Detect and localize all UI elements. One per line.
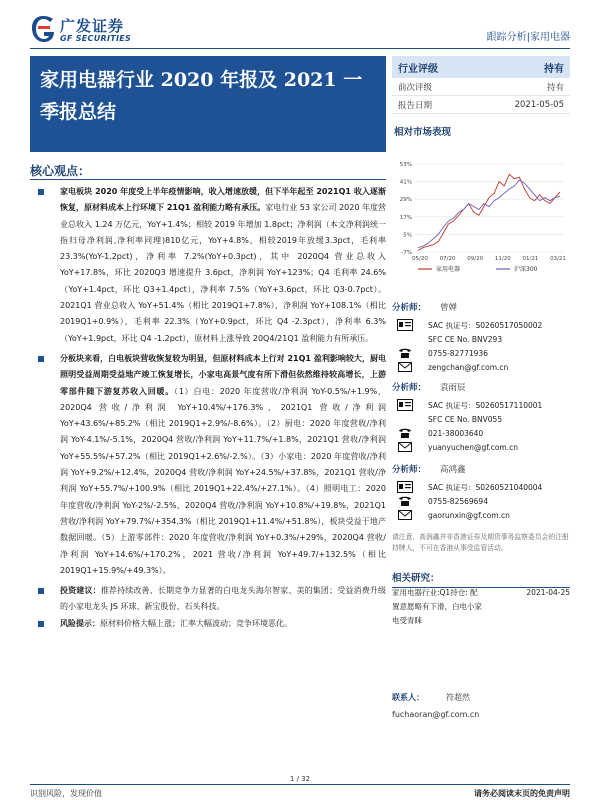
core-p4-text: 原材料价格大幅上涨；汇率大幅波动；竞争环境恶化。 [100, 618, 292, 628]
report-date-row [392, 96, 570, 114]
analyst-phone-row [392, 426, 570, 440]
analyst-header [392, 462, 570, 476]
contact-label: 联系人： [392, 692, 424, 702]
analyst-phone: 021-38003640 [428, 428, 484, 438]
rating-panel [392, 56, 570, 138]
contact-email[interactable]: fuchaoran@gf.com.cn [392, 710, 480, 719]
chart-y-tick-label: 5% [403, 232, 412, 239]
chart-x-tick-label: 03/21 [550, 256, 566, 262]
id-card-icon [396, 481, 414, 493]
chart-series-line-1 [418, 174, 560, 250]
analyst-block-1 [392, 300, 570, 374]
core-p3-text: 推荐持续改善、长期竞争力显著的白电龙头海尔智家、美的集团；受益消费升级的小家电龙头 JS 环球、新宝股份、石头科技。 [60, 586, 387, 612]
chart-x-tick-label: 05/20 [412, 256, 428, 262]
chart-legend-label: 沪深300 [514, 266, 538, 273]
analyst-email[interactable]: gaorunxin@gf.com.cn [428, 510, 510, 520]
gf-logo [30, 14, 140, 48]
chart-y-tick-label: 41% [399, 179, 412, 186]
report-title: 家用电器行业 2020 年报及 2021 一季报总结 [40, 69, 363, 123]
chart-legend-label: 家用电器 [436, 266, 461, 273]
analyst-sac: SAC 执证号：S0260517110001 [428, 400, 543, 410]
analyst-email-row [392, 440, 570, 454]
analyst-label: 分析师： [392, 383, 427, 393]
analyst-phone-row [392, 494, 570, 508]
analyst-sfc-row [392, 412, 570, 426]
analyst-phone: 0755-82569694 [428, 496, 488, 506]
analyst-sac-row [392, 318, 570, 332]
analyst-label: 分析师： [392, 303, 427, 313]
analyst-name: 曾婵 [440, 303, 458, 313]
analyst-email-row [392, 360, 570, 374]
core-paragraph-1 [38, 184, 386, 347]
analyst-sfc: SFC CE No. BNV293 [428, 334, 503, 344]
chart-y-tick-label: 53% [399, 162, 412, 168]
bullet-square-icon [38, 356, 44, 362]
core-p4-lead: 风险提示： [60, 618, 100, 628]
analyst-sac: SAC 执证号：S0260517050002 [428, 320, 543, 330]
prev-rating-row [392, 78, 570, 96]
email-icon [396, 510, 414, 520]
id-card-icon [396, 319, 414, 331]
core-paragraph-4 [38, 616, 386, 632]
logo-english-text: GF SECURITIES [60, 34, 132, 43]
chart-x-tick-label: 09/20 [467, 256, 484, 262]
analyst-block-3 [392, 462, 570, 522]
rating-label: 行业评级 [398, 63, 438, 75]
core-paragraph-3 [38, 583, 386, 616]
analyst-phone: 0755-82771936 [428, 348, 488, 358]
prev-rating-label: 前次评级 [398, 82, 433, 93]
phone-icon [396, 427, 414, 439]
chart-y-tick-label: 29% [399, 197, 412, 204]
report-date-label: 报告日期 [398, 100, 433, 111]
core-views-body [38, 184, 386, 632]
bullet-square-icon [38, 588, 44, 594]
core-p2-lead: 分板块来看，白电板块营收恢复较为明显，但原材料成本上行对 21Q1 盈利影响较大，厨电照明受益周期受益地产竣工恢复增长，小家电高景气度有所下滑但依然维持较高增长，上游零部件随下游复苏收入回暖。 [60, 353, 386, 396]
chart-y-tick-label: 17% [399, 214, 412, 221]
email-icon [396, 442, 414, 452]
report-date-value: 2021-05-05 [514, 99, 564, 110]
analyst-header [392, 300, 570, 314]
analyst-name: 高鸿鑫 [440, 465, 466, 475]
analyst-phone-row [392, 346, 570, 360]
analyst-sfc-row [392, 332, 570, 346]
core-views-heading: 核心观点： [30, 162, 386, 180]
page-header [0, 0, 600, 52]
page-number: 1 / 32 [289, 775, 311, 783]
analyst-sac-row [392, 480, 570, 494]
related-item-line3: 电受青睐 [392, 616, 422, 625]
phone-icon [396, 347, 414, 359]
contact-block [392, 690, 570, 719]
analyst-sac-row [392, 398, 570, 412]
id-card-icon [396, 399, 414, 411]
related-item-title[interactable]: 家用电器行业:Q1持仓: 配 [392, 588, 478, 597]
footer-slogan: 识别风险，发现价值 [30, 789, 102, 798]
footer-divider [30, 784, 570, 785]
analyst-sfc: SFC CE No. BNV055 [428, 414, 503, 424]
core-p1-text: 家电行业 53 家公司 2020 年度营业总收入 1.24 万亿元，YoY+1.4%；相较 2019 年增加 1.8pct；净利润（本文净利润统一指归母净利润,净利率同理)810亿元，YoY+4.8%，相较2019年放缓3.3pct，毛利率 23.3%(YoY-1.2pct)，净利率 7.2%(YoY+0.3pct)，其中 2020Q4 营业总收入 YoY+17.8%，环比 2020Q3 增速提升 3.6pct，净利润 YoY+123%；Q4 毛利率 24.6%（YoY+1.4pct，环比 Q3+1.4pct），净利率 7.5%（YoY+3.6pct，环比 Q3-0.7pct）。2021Q1 营业总收入 YoY+51.4%（相比 2019Q1+7.8%），净利润 YoY+108.1%（相比 2019Q1+0.9%），毛利率 22.3%（YoY+0.9pct，环比 Q4 -2.3pct），净利率 6.3%（YoY+1.9pct，环比 Q4 -1.2pct），原材料上涨导致 20Q4/21Q1 盈利能力有所承压。 [60, 203, 386, 343]
market-performance-label: 相对市场表现 [394, 127, 452, 138]
chart-x-tick-label: 01/21 [522, 256, 539, 262]
analyst-sac: SAC 执证号：S0260521040004 [428, 482, 543, 492]
chart-x-tick-label: 11/20 [494, 256, 511, 262]
analyst-block-2 [392, 380, 570, 454]
analyst-label: 分析师： [392, 465, 427, 475]
performance-chart-svg [392, 158, 570, 278]
core-paragraph-2 [38, 351, 386, 579]
core-p1-lead: 家电板块 2020 年度受上半年疫情影响，收入增速放缓，但下半年起至 2021Q1 收入逐渐恢复，原材料成本上行环境下 21Q1 盈利能力略有承压。 [60, 187, 386, 213]
analyst-email[interactable]: yuanyuchen@gf.com.cn [428, 442, 518, 452]
gf-logo-icon [30, 14, 56, 44]
footer-disclaimer: 请务必阅读末页的免责声明 [474, 789, 570, 798]
report-subtitle: 收入逐渐向好，期待盈利恢复 [171, 125, 380, 144]
related-research-title: 相关研究： [392, 570, 570, 588]
phone-icon [396, 495, 414, 507]
chart-x-tick-label: 07/20 [439, 256, 456, 262]
rating-value: 持有 [544, 63, 564, 75]
chart-series-line-2 [418, 180, 560, 248]
related-item-line2: 置意愿略有下滑，白电小家 [392, 602, 482, 611]
analyst-header [392, 380, 570, 394]
chart-y-tick-label: -7% [401, 250, 412, 256]
hk-license-note: 请注意，高润鑫并非香港证券及期货事务监察委员会的注册持牌人，不可在香港从事受监管活动。 [392, 533, 569, 552]
prev-rating-value: 持有 [546, 82, 564, 93]
header-category: 跟踪分析|家用电器 [486, 32, 570, 43]
analyst-email-row [392, 508, 570, 522]
analyst-name: 袁雨辰 [440, 383, 466, 393]
email-icon [396, 362, 414, 372]
analyst-email[interactable]: zengchan@gf.com.cn [428, 362, 509, 372]
bullet-square-icon [38, 189, 44, 195]
related-item-date: 2021-04-25 [526, 588, 570, 597]
core-p3-lead: 投资建议： [60, 586, 101, 596]
bullet-square-icon [38, 621, 44, 627]
logo-chinese-text: 广发证券 [60, 17, 125, 35]
contact-name: 符超然 [446, 692, 470, 702]
core-p2-text: （1）白电：2020 年度营收/净利润 YoY-0.5%/+1.9%，2020Q4 营收/净利润 YoY+10.4%/+176.3%，2021Q1 营收/净利润 YoY+43.6%/+85.2%（相比 2019Q1+2.9%/-8.6%）。（2）厨电：2020 年度营收/净利润 YoY-4.1%/-5.1%，2020Q4 营收/净利润 YoY+11.7%/+1.8%，2021Q1 营收/净利润 YoY+55.5%/+57.2%（相比 2019Q1+2.6%/-2.%）。（3）小家电：2020 年度营收/净利润 YoY+9.2%/+12.4%，2020Q4 营收/净利润 YoY+24.5%/+37.8%，2021Q1 营收/净利润 YoY+55.7%/+100.9%（相比 2019Q1+22.4%/+27.1%）。（4）照明电工：2020 年度营收/净利润 YoY-2%/-2.5%，2020Q4 营收/净利润 YoY+10.8%/+19.8%，2021Q1 营收/净利润 YoY+79.7%/+354.3%（相比 2019Q1+11.4%/+51.8%），板块受益于地产数据回暖。（5）上游零部件：2020 年度营收/净利润 YoY+0.3%/+29%，2020Q4 营收/净利润 YoY+14.6%/+170.2%，2021 营收/净利润 YoY+49.7/+132.5%（相比 2019Q1+15.9%/+49.3%）。 [60, 386, 386, 575]
rating-header [392, 56, 570, 78]
relative-performance-chart [392, 158, 570, 278]
related-research-item[interactable] [392, 586, 570, 628]
header-divider [30, 48, 570, 49]
